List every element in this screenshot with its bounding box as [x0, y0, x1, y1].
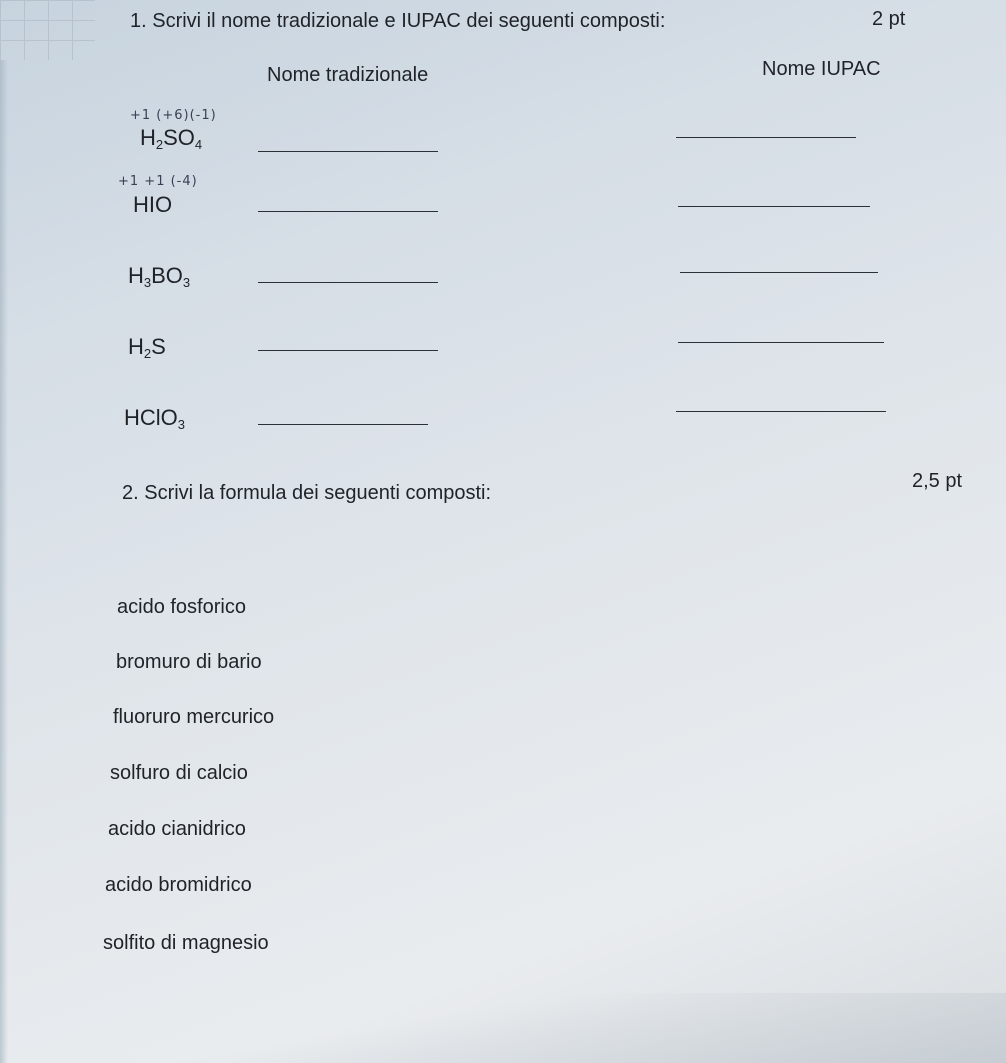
compound-name: acido cianidrico — [108, 818, 246, 840]
formula-h2s: $H_2S$ — [128, 334, 166, 361]
formula-h3bo3: $H_3BO_3$ — [128, 263, 191, 290]
compound-name: acido fosforico — [117, 596, 246, 618]
answer-line-traditional[interactable] — [258, 211, 438, 212]
answer-line-iupac[interactable] — [676, 411, 886, 412]
question-2-title: 2. Scrivi la formula dei seguenti composti: — [122, 482, 492, 504]
handwritten-oxidation-numbers: +1 +1 (-4) — [118, 174, 198, 189]
formula-hclo3: HClO$_3$ — [124, 405, 186, 432]
answer-line-traditional[interactable] — [258, 282, 438, 283]
answer-line-traditional[interactable] — [258, 350, 438, 351]
formula-hio: HIO — [133, 192, 173, 217]
answer-line-traditional[interactable] — [258, 151, 438, 152]
answer-line-traditional[interactable] — [258, 424, 428, 425]
answer-line-iupac[interactable] — [678, 342, 884, 343]
compound-name: fluoruro mercurico — [113, 706, 275, 728]
answer-line-iupac[interactable] — [678, 206, 870, 207]
question-2-points: 2,5 pt — [912, 470, 963, 492]
question-1-title: 1. Scrivi il nome tradizionale e IUPAC dei seguenti composti: — [130, 10, 666, 32]
question-1-points: 2 pt — [872, 8, 906, 30]
compound-name: solfuro di calcio — [110, 762, 248, 784]
handwritten-oxidation-numbers: +1 (+6)(-1) — [130, 108, 217, 123]
column-iupac-name: Nome IUPAC — [762, 58, 881, 80]
column-traditional-name: Nome tradizionale — [267, 64, 429, 86]
formula-h2so4: $H_2SO_4$ — [140, 125, 203, 152]
compound-name: bromuro di bario — [116, 651, 262, 673]
compound-name: solfito di magnesio — [103, 932, 269, 954]
page-bottom-shadow — [0, 993, 1006, 1063]
compound-name: acido bromidrico — [105, 874, 252, 896]
grid-paper-corner — [0, 0, 95, 60]
answer-line-iupac[interactable] — [676, 137, 856, 138]
answer-line-iupac[interactable] — [680, 272, 878, 273]
page-edge-shadow — [0, 60, 8, 1063]
